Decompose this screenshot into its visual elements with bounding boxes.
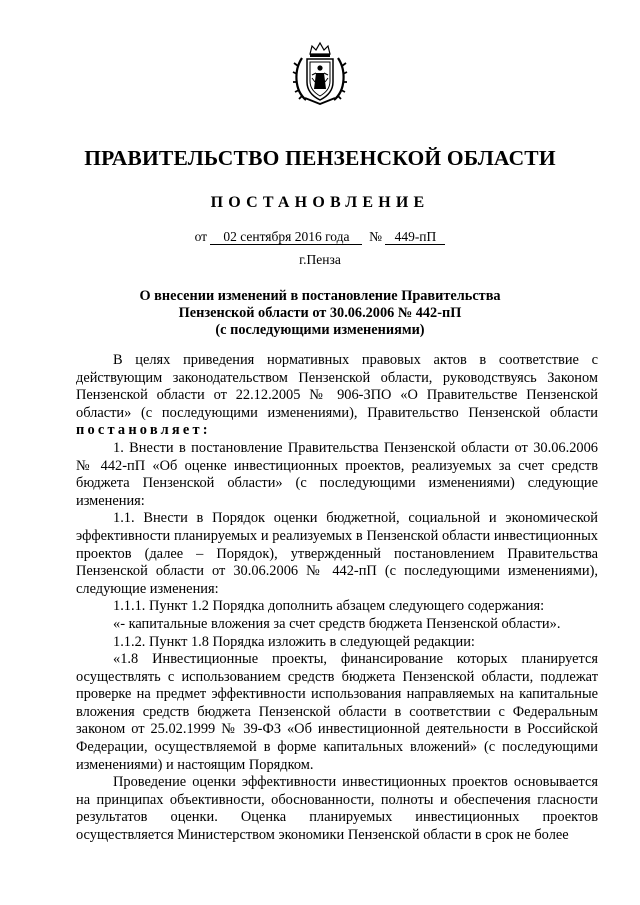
document-subject xyxy=(90,288,550,339)
issuing-city: г.Пенза xyxy=(299,252,341,267)
body-paragraph: Проведение оценки эффективности инвестиционных проектов основывается на принципах объективности, обоснованности, полноты и обеспечения гласности результатов оценки. Оценка планируемых инвестиционных проектов осуществляется Министерством экономики Пензенской области в срок не более xyxy=(76,774,598,844)
body-paragraph: «- капитальные вложения за счет средств бюджета Пензенской области». xyxy=(113,615,561,632)
subject-line: О внесении изменений в постановление Правительства xyxy=(139,288,501,304)
date-number-line xyxy=(0,229,640,245)
subject-line: Пензенской области от 30.06.2006 № 442-пП xyxy=(178,305,462,321)
preamble-paragraph xyxy=(76,352,598,440)
subject-line: (с последующими изменениями) xyxy=(215,322,425,338)
decree-word: постановляет: xyxy=(76,422,211,439)
body-paragraph: 1.1.1. Пункт 1.2 Порядка дополнить абзацем следующего содержания: xyxy=(113,598,545,615)
document-number: 449-пП xyxy=(385,230,445,245)
body-paragraph: 1.1. Внести в Порядок оценки бюджетной, социальной и экономической эффективности планируемых и реализуемых в Пензенской области инвестиционных проектов (далее – Порядок), утвержденный постановлением Правительства Пензенской области от 30.06.2006 № 442-пП (с последующими изменениями), следующие изменения: xyxy=(76,510,598,597)
document-date: 02 сентября 2016 года xyxy=(210,230,362,245)
body-paragraph: 1.1.2. Пункт 1.8 Порядка изложить в следующей редакции: xyxy=(113,633,475,650)
body-paragraph: 1. Внести в постановление Правительства Пензенской области от 30.06.2006 № 442-пП «Об оценке инвестиционных проектов, реализуемых за счет средств бюджета Пензенской области» (с последующими изменениями) следующие изменения: xyxy=(76,439,598,509)
government-title: ПРАВИТЕЛЬСТВО ПЕНЗЕНСКОЙ ОБЛАСТИ xyxy=(84,146,556,170)
coat-of-arms-emblem xyxy=(292,40,348,106)
document-body xyxy=(76,352,598,845)
body-paragraph: «1.8 Инвестиционные проекты, финансирование которых планируется осуществлять с использованием средств бюджета Пензенской области, подлежат проверке на предмет эффективности использования направляемых на капитальные вложения средств бюджета Пензенской области в соответствии с Федеральным законом от 25.02.1999 № 39-ФЗ «Об инвестиционной деятельности в Российской Федерации, осуществляемой в форме капитальных вложений» (с последующими изменениями) и настоящим Порядком. xyxy=(76,651,598,773)
number-prefix: № xyxy=(369,229,383,244)
date-prefix: от xyxy=(194,229,208,244)
preamble-text: В целях приведения нормативных правовых актов в соответствие с действующим законодательством Пензенской области, руководствуясь Законом Пензенской области от 22.12.2005 № 906-ЗПО «О Правительстве Пензенской области» (с последующими изменениями), Правительство Пензенской области xyxy=(76,352,598,421)
document-type-heading: ПОСТАНОВЛЕНИЕ xyxy=(210,194,430,211)
